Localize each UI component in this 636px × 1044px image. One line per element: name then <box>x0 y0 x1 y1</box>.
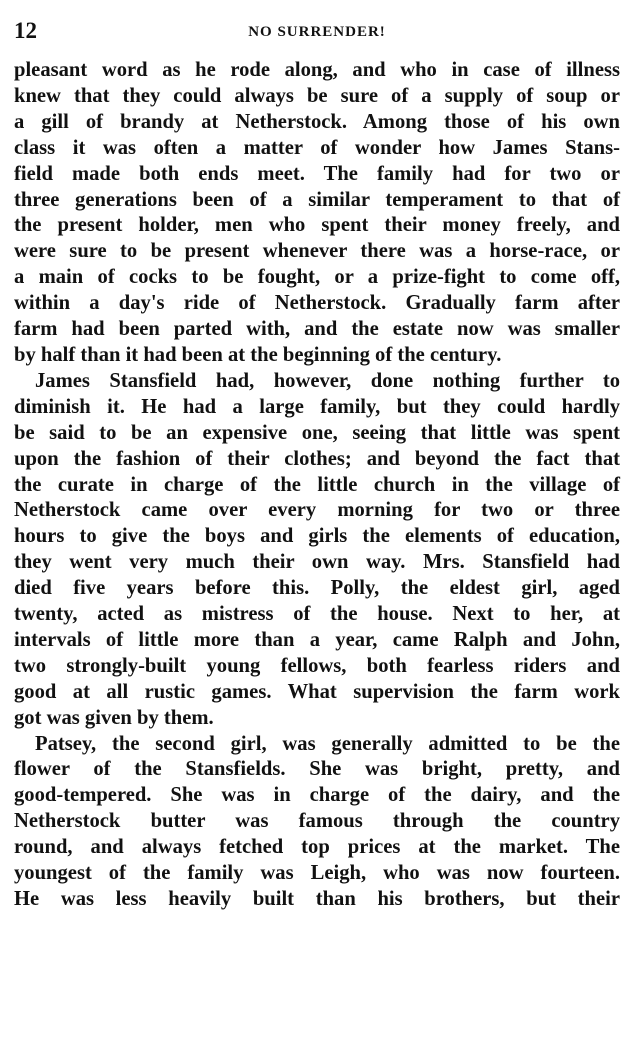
text-line: died five years before this. Polly, the eldest girl, aged <box>14 577 620 600</box>
text-line: within a day's ride of Netherstock. Gradually farm after <box>14 292 620 315</box>
text-line: good at all rustic games. What supervision the farm work <box>14 680 620 703</box>
text-line: upon the fashion of their clothes; and beyond the fact that <box>14 447 620 470</box>
paragraph-3 <box>14 732 620 913</box>
text-line: three generations been of a similar temperament to that of <box>14 188 620 211</box>
paragraph-1 <box>14 58 620 369</box>
text-line: He was less heavily built than his brothers, but their <box>14 888 620 910</box>
text-line: youngest of the family was Leigh, who was now fourteen. <box>14 862 620 885</box>
text-line: good-tempered. She was in charge of the dairy, and the <box>14 784 620 807</box>
text-line: by half than it had been at the beginning of the century. <box>14 343 502 366</box>
text-line: farm had been parted with, and the estate now was smaller <box>14 318 620 341</box>
text-line: Netherstock came over every morning for two or three <box>14 499 620 522</box>
text-line: were sure to be present whenever there was a horse-race, or <box>14 240 620 263</box>
text-line: the curate in charge of the little church in the village of <box>14 473 620 496</box>
running-head <box>14 16 620 46</box>
body-text <box>14 58 620 913</box>
text-line: knew that they could always be sure of a supply of soup or <box>14 84 620 107</box>
text-line: twenty, acted as mistress of the house. Next to her, at <box>14 603 620 626</box>
text-line: field made both ends meet. The family had for two or <box>14 162 620 185</box>
book-page <box>14 16 620 913</box>
text-line: pleasant word as he rode along, and who in case of illness <box>14 59 620 81</box>
text-line: flower of the Stansfields. She was bright, pretty, and <box>14 758 620 781</box>
page-number: 12 <box>14 18 37 43</box>
running-title: NO SURRENDER! <box>248 24 386 40</box>
text-line: two strongly-built young fellows, both fearless riders and <box>14 654 620 677</box>
text-line: a gill of brandy at Netherstock. Among those of his own <box>14 110 620 133</box>
text-line: James Stansfield had, however, done nothing further to <box>35 369 620 392</box>
text-line: a main of cocks to be fought, or a prize-fight to come off, <box>14 266 620 289</box>
text-line: Netherstock butter was famous through the country <box>14 810 620 833</box>
text-line: be said to be an expensive one, seeing that little was spent <box>14 421 620 444</box>
text-line: hours to give the boys and girls the elements of education, <box>14 525 620 548</box>
text-line: diminish it. He had a large family, but they could hardly <box>14 395 620 418</box>
text-line: they went very much their own way. Mrs. Stansfield had <box>14 551 620 574</box>
text-line: Patsey, the second girl, was generally admitted to be the <box>35 732 620 755</box>
paragraph-2 <box>14 369 620 732</box>
text-line: intervals of little more than a year, came Ralph and John, <box>14 628 620 651</box>
text-line: the present holder, men who spent their money freely, and <box>14 214 620 237</box>
text-line: got was given by them. <box>14 706 214 729</box>
text-line: round, and always fetched top prices at the market. The <box>14 836 620 859</box>
text-line: class it was often a matter of wonder how James Stans- <box>14 136 620 159</box>
